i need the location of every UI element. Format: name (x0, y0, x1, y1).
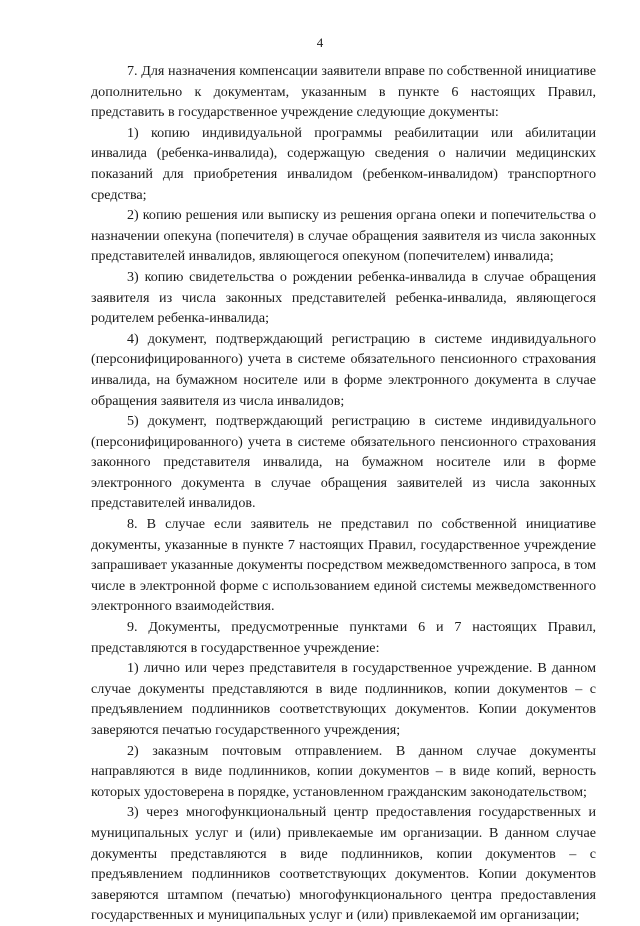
page-number: 4 (316, 35, 324, 50)
paragraph-7-item-3: 3) копию свидетельства о рождении ребенка-инвалида в случае обращения заявителя из числа законных представителей ребенка-инвалида, являющегося родителем ребенка-инвалида; (91, 268, 596, 327)
paragraph-7-item-5: 5) документ, подтверждающий регистрацию в системе индивидуального (персонифицированного) учета в системе обязательного пенсионного страхования законного представителя инвалида, на бумажном носителе или в форме электронного документа в случае обращения заявителей из числа законных представителей инвалидов. (91, 413, 596, 512)
paragraph-9-item-1: 1) лично или через представителя в государственное учреждение. В данном случае документы представляются в виде подлинников, копии документов – с предъявлением подлинников соответствующих документов. Копии документов заверяются печатью государственного учреждения; (91, 660, 596, 738)
paragraph-7: 7. Для назначения компенсации заявители вправе по собственной инициативе дополнительно к документам, указанным в пункте 6 настоящих Правил, представить в государственное учреждение следующие документы: (91, 63, 596, 121)
paragraph-7-item-1: 1) копию индивидуальной программы реабилитации или абилитации инвалида (ребенка-инвалида), содержащую сведения о наличии медицинских показаний для приобретения инвалидом (ребенком-инвалидом) транспортного средства; (91, 124, 596, 203)
paragraph-9: 9. Документы, предусмотренные пунктами 6 и 7 настоящих Правил, представляются в государственное учреждение: (91, 619, 596, 656)
document-body (91, 61, 596, 926)
paragraph-9-item-3: 3) через многофункциональный центр предоставления государственных и муниципальных услуг и (или) привлекаемые им организации. В данном случае документы представляются в виде подлинников, копии документов – с предъявлением подлинников соответствующих документов. Копии документов заверяются штампом (печатью) многофункционального центра предоставления государственных и муниципальных услуг и (или) привлекаемой им организации; (91, 804, 596, 924)
paragraph-7-item-4: 4) документ, подтверждающий регистрацию в системе индивидуального (персонифицированного) учета в системе обязательного пенсионного страхования инвалида, на бумажном носителе или в форме электронного документа в случае обращения заявителя из числа инвалидов; (91, 330, 596, 409)
paragraph-7-item-2: 2) копию решения или выписку из решения органа опеки и попечительства о назначении опекуна (попечителя) в случае обращения заявителя из числа законных представителей инвалидов, являющегося опекуном (попечителем) инвалида; (91, 207, 596, 265)
paragraph-9-item-2: 2) заказным почтовым отправлением. В данном случае документы направляются в виде подлинников, копии документов – в виде копий, верность которых удостоверена в порядке, установленном гражданским законодательством; (91, 742, 596, 800)
paragraph-8: 8. В случае если заявитель не представил по собственной инициативе документы, указанные в пункте 7 настоящих Правил, государственное учреждение запрашивает указанные документы посредством межведомственного запроса, в том числе в электронной форме с использованием единой системы межведомственного электронного взаимодействия. (91, 516, 596, 615)
